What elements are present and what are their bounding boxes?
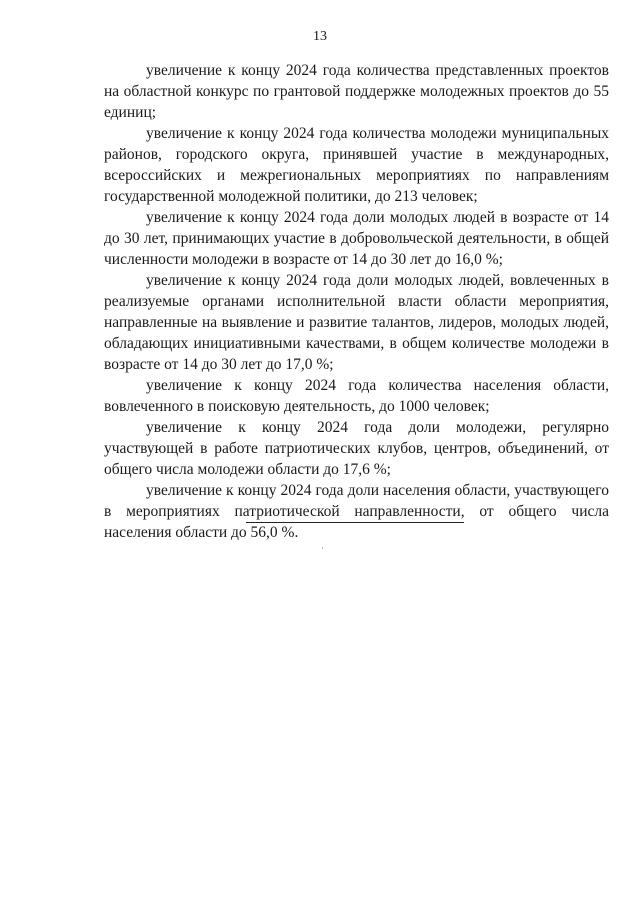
target-indicator-paragraph: увеличение к концу 2024 года количества населения области, вовлеченного в поисковую деятельность, до 1000 человек; xyxy=(104,377,609,415)
document-body xyxy=(104,60,609,543)
end-of-document-rule xyxy=(246,522,464,523)
target-indicator-paragraph: увеличение к концу 2024 года доли населения области, участвующего в мероприятиях патриотической направленности, от общего числа населения области до 56,0 %. xyxy=(104,482,609,541)
target-indicator-paragraph: увеличение к концу 2024 года доли молодых людей в возрасте от 14 до 30 лет, принимающих участие в добровольческой деятельности, в общей численности молодежи в возрасте от 14 до 30 лет до 16,0 %; xyxy=(104,209,609,268)
page-number: 13 xyxy=(313,29,327,44)
scan-artifact xyxy=(322,547,323,549)
target-indicator-paragraph: увеличение к концу 2024 года доли молодых людей, вовлеченных в реализуемые органами исполнительной власти области мероприятия, направленные на выявление и развитие талантов, лидеров, молодых людей, обладающих инициативными качествами, в общем количестве молодежи в возрасте от 14 до 30 лет до 17,0 %; xyxy=(104,272,609,373)
target-indicator-paragraph: увеличение к концу 2024 года количества представленных проектов на областной конкурс по грантовой поддержке молодежных проектов до 55 единиц; xyxy=(104,62,609,121)
target-indicator-paragraph: увеличение к концу 2024 года количества молодежи муниципальных районов, городского округа, принявшей участие в международных, всероссийских и межрегиональных мероприятиях по направлениям государственной молодежной политики, до 213 человек; xyxy=(104,125,609,205)
target-indicator-paragraph: увеличение к концу 2024 года доли молодежи, регулярно участвующей в работе патриотических клубов, центров, объединений, от общего числа молодежи области до 17,6 %; xyxy=(104,419,609,478)
